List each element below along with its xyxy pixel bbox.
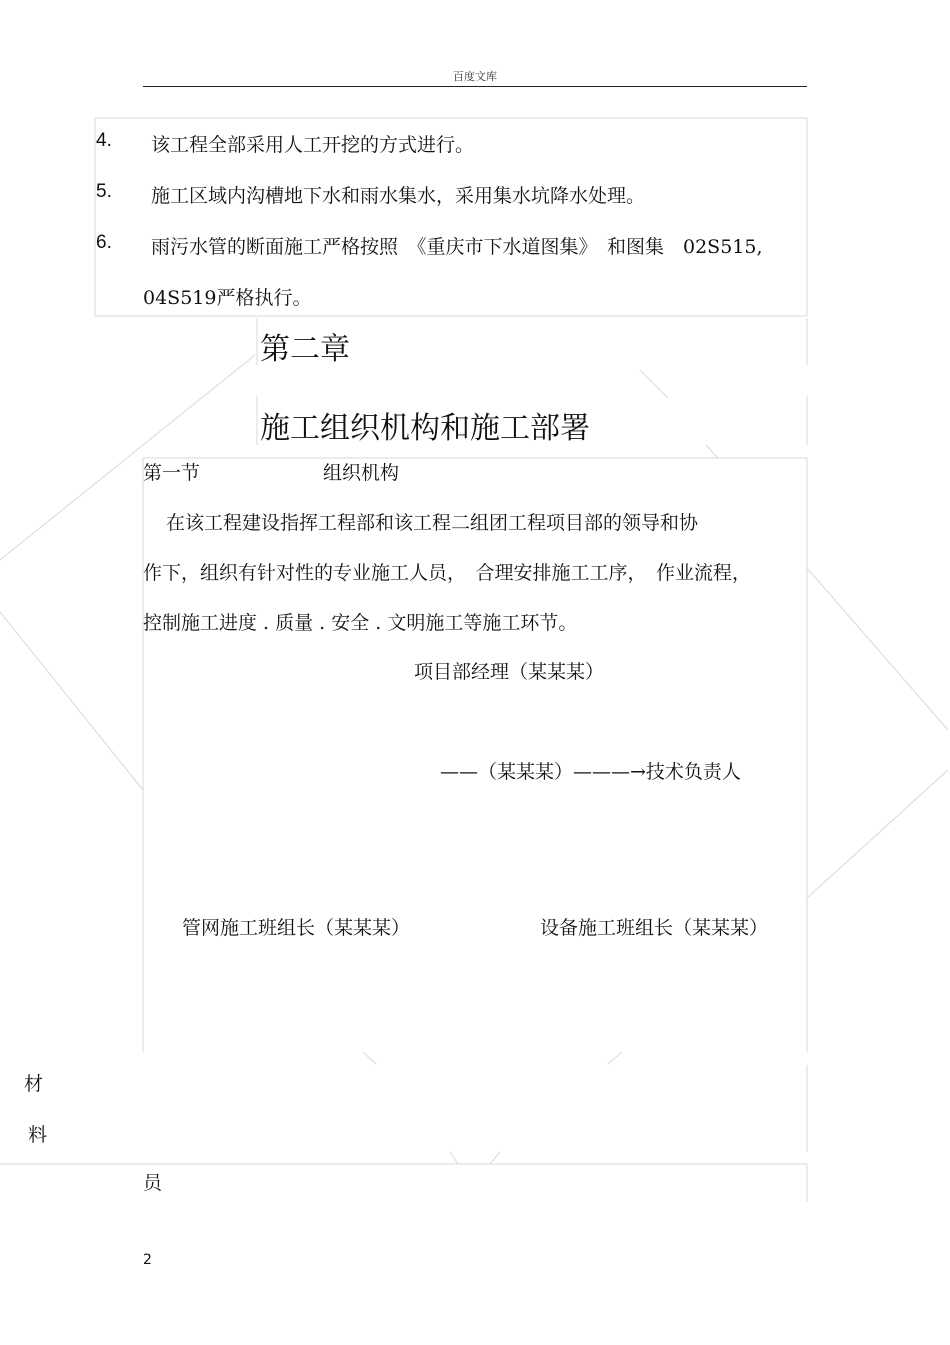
- paragraph-line: 在该工程建设指挥工程部和该工程二组团工程项目部的领导和协: [166, 512, 699, 534]
- list-item-number: 6.: [96, 232, 112, 253]
- page-number: 2: [143, 1252, 152, 1268]
- org-tech-line: ——（某某某）———→技术负责人: [440, 761, 741, 783]
- list-item-number: 4.: [96, 130, 112, 151]
- header-title: 百度文库: [453, 70, 497, 83]
- chapter-number: 第二章: [260, 332, 350, 367]
- org-material-char: 材: [24, 1073, 44, 1095]
- list-item-number: 5.: [96, 181, 112, 202]
- section-label: 第一节: [143, 462, 201, 484]
- org-pipe-leader: 管网施工班组长（某某某）: [182, 917, 411, 939]
- org-equipment-leader: 设备施工班组长（某某某）: [540, 917, 769, 939]
- list-item-text: 该工程全部采用人工开挖的方式进行。: [151, 134, 475, 156]
- org-manager: 项目部经理（某某某）: [414, 661, 605, 683]
- chapter-title: 施工组织机构和施工部署: [260, 411, 590, 446]
- org-material-char: 料: [28, 1124, 48, 1146]
- section-title: 组织机构: [323, 462, 400, 484]
- paragraph-line: 控制施工进度 . 质量 . 安全 . 文明施工等施工环节。: [143, 612, 578, 634]
- list-item-text: 雨污水管的断面施工严格按照 《重庆市下水道图集》 和图集 02S515,: [151, 236, 763, 258]
- list-item-text: 施工区域内沟槽地下水和雨水集水，采用集水坑降水处理。: [151, 185, 646, 207]
- org-material-char: 员: [143, 1172, 163, 1194]
- header-rule: [143, 86, 807, 87]
- list-item-continuation: 04S519严格执行。: [143, 287, 312, 309]
- paragraph-line: 作下，组织有针对性的专业施工人员， 合理安排施工工序， 作业流程，: [143, 562, 752, 584]
